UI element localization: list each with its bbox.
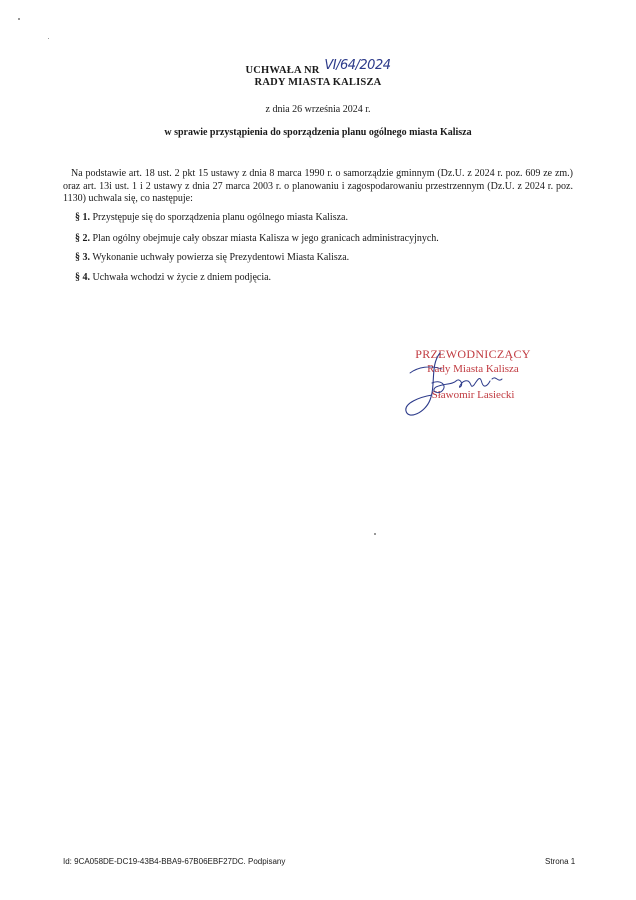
council-name: RADY MIASTA KALISZA — [254, 77, 382, 88]
page-number: Strona 1 — [545, 857, 576, 866]
stamp-title: PRZEWODNICZĄCY — [415, 347, 531, 361]
resolution-subject: w sprawie przystąpienia do sporządzenia planu ogólnego miasta Kalisza — [164, 127, 472, 138]
section-3 — [75, 252, 575, 263]
section-marker: § 1. — [75, 212, 90, 223]
section-2 — [75, 233, 575, 244]
section-text: Uchwała wchodzi w życie z dniem podjęcia. — [92, 272, 272, 283]
section-marker: § 2. — [75, 233, 90, 244]
legal-basis-paragraph: Na podstawie art. 18 ust. 2 pkt 15 ustawy z dnia 8 marca 1990 r. o samorządzie gminnym (Dz.U. z 2024 r. poz. 609 ze zm.) oraz art. 13i ust. 1 i 2 ustawy z dnia 27 marca 2003 r. o planowaniu i zagospodarowaniu przestrzennym (Dz.U. z 2024 r. poz. 1130) uchwala się, co następuje: — [63, 168, 573, 204]
scan-speck — [48, 38, 49, 39]
stamp-name: Sławomir Lasiecki — [431, 389, 515, 401]
section-text: Plan ogólny obejmuje cały obszar miasta Kalisza w jego granicach administracyjnych. — [92, 233, 439, 244]
scan-speck — [374, 533, 376, 535]
section-marker: § 3. — [75, 252, 90, 263]
scan-speck — [18, 18, 20, 20]
resolution-date: z dnia 26 września 2024 r. — [265, 104, 371, 115]
handwritten-resolution-number: VI/64/2024 — [324, 58, 391, 73]
document-id: Id: 9CA058DE-DC19-43B4-BBA9-67B06EBF27DC. Podpisany — [63, 857, 286, 866]
section-text: Przystępuje się do sporządzenia planu ogólnego miasta Kalisza. — [92, 212, 348, 223]
section-marker: § 4. — [75, 272, 90, 283]
stamp-body: Rady Miasta Kalisza — [427, 363, 519, 375]
section-4 — [75, 272, 575, 283]
handwritten-signature — [400, 345, 530, 425]
resolution-title — [0, 58, 636, 77]
section-text: Wykonanie uchwały powierza się Prezydentowi Miasta Kalisza. — [92, 252, 350, 263]
resolution-title-prefix: UCHWAŁA NR — [245, 65, 320, 76]
section-1 — [75, 212, 575, 223]
